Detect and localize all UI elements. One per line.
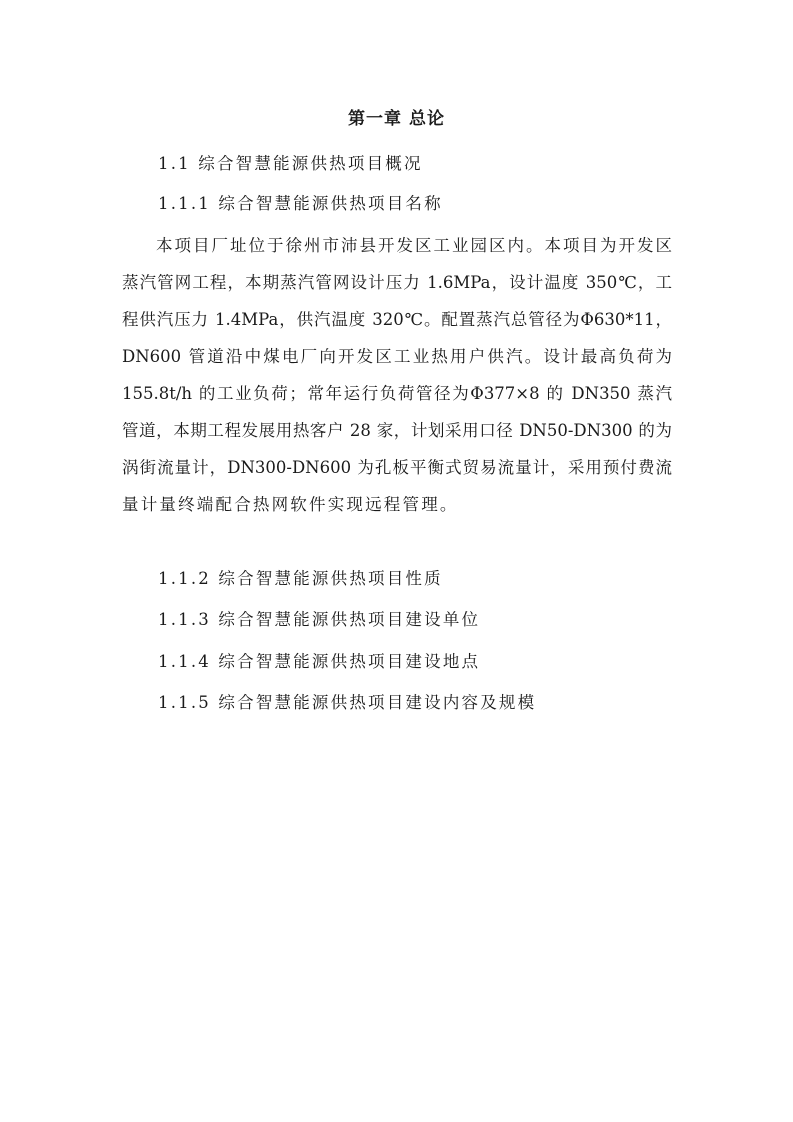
section-heading-1-1-5: 1.1.5 综合智慧能源供热项目建设内容及规模: [158, 693, 537, 712]
paragraph-line: 管道，本期工程发展用热客户 28 家，计划采用口径 DN50-DN300 的为: [122, 421, 672, 440]
section-heading-1-1: 1.1 综合智慧能源供热项目概况: [158, 154, 423, 173]
section-heading-1-1-3: 1.1.3 综合智慧能源供热项目建设单位: [158, 610, 481, 629]
paragraph-line: 程供汽压力 1.4MPa，供汽温度 320℃。配置蒸汽总管径为Φ630*11，: [122, 310, 672, 329]
paragraph-line: 本项目厂址位于徐州市沛县开发区工业园区内。本项目为开发区: [156, 236, 672, 255]
paragraph-line: 蒸汽管网工程，本期蒸汽管网设计压力 1.6MPa，设计温度 350℃，工: [122, 273, 672, 292]
paragraph-line: 155.8t/h 的工业负荷；常年运行负荷管径为Φ377×8 的 DN350 蒸汽: [122, 384, 672, 403]
paragraph-line: DN600 管道沿中煤电厂向开发区工业热用户供汽。设计最高负荷为: [122, 347, 672, 366]
section-heading-1-1-4: 1.1.4 综合智慧能源供热项目建设地点: [158, 652, 481, 671]
section-heading-1-1-2: 1.1.2 综合智慧能源供热项目性质: [158, 569, 443, 588]
chapter-title: 第一章 总论: [348, 109, 445, 129]
paragraph-line: 量计量终端配合热网软件实现远程管理。: [122, 495, 459, 514]
paragraph-line: 涡街流量计，DN300-DN600 为孔板平衡式贸易流量计，采用预付费流: [122, 458, 672, 477]
section-heading-1-1-1: 1.1.1 综合智慧能源供热项目名称: [158, 194, 443, 213]
